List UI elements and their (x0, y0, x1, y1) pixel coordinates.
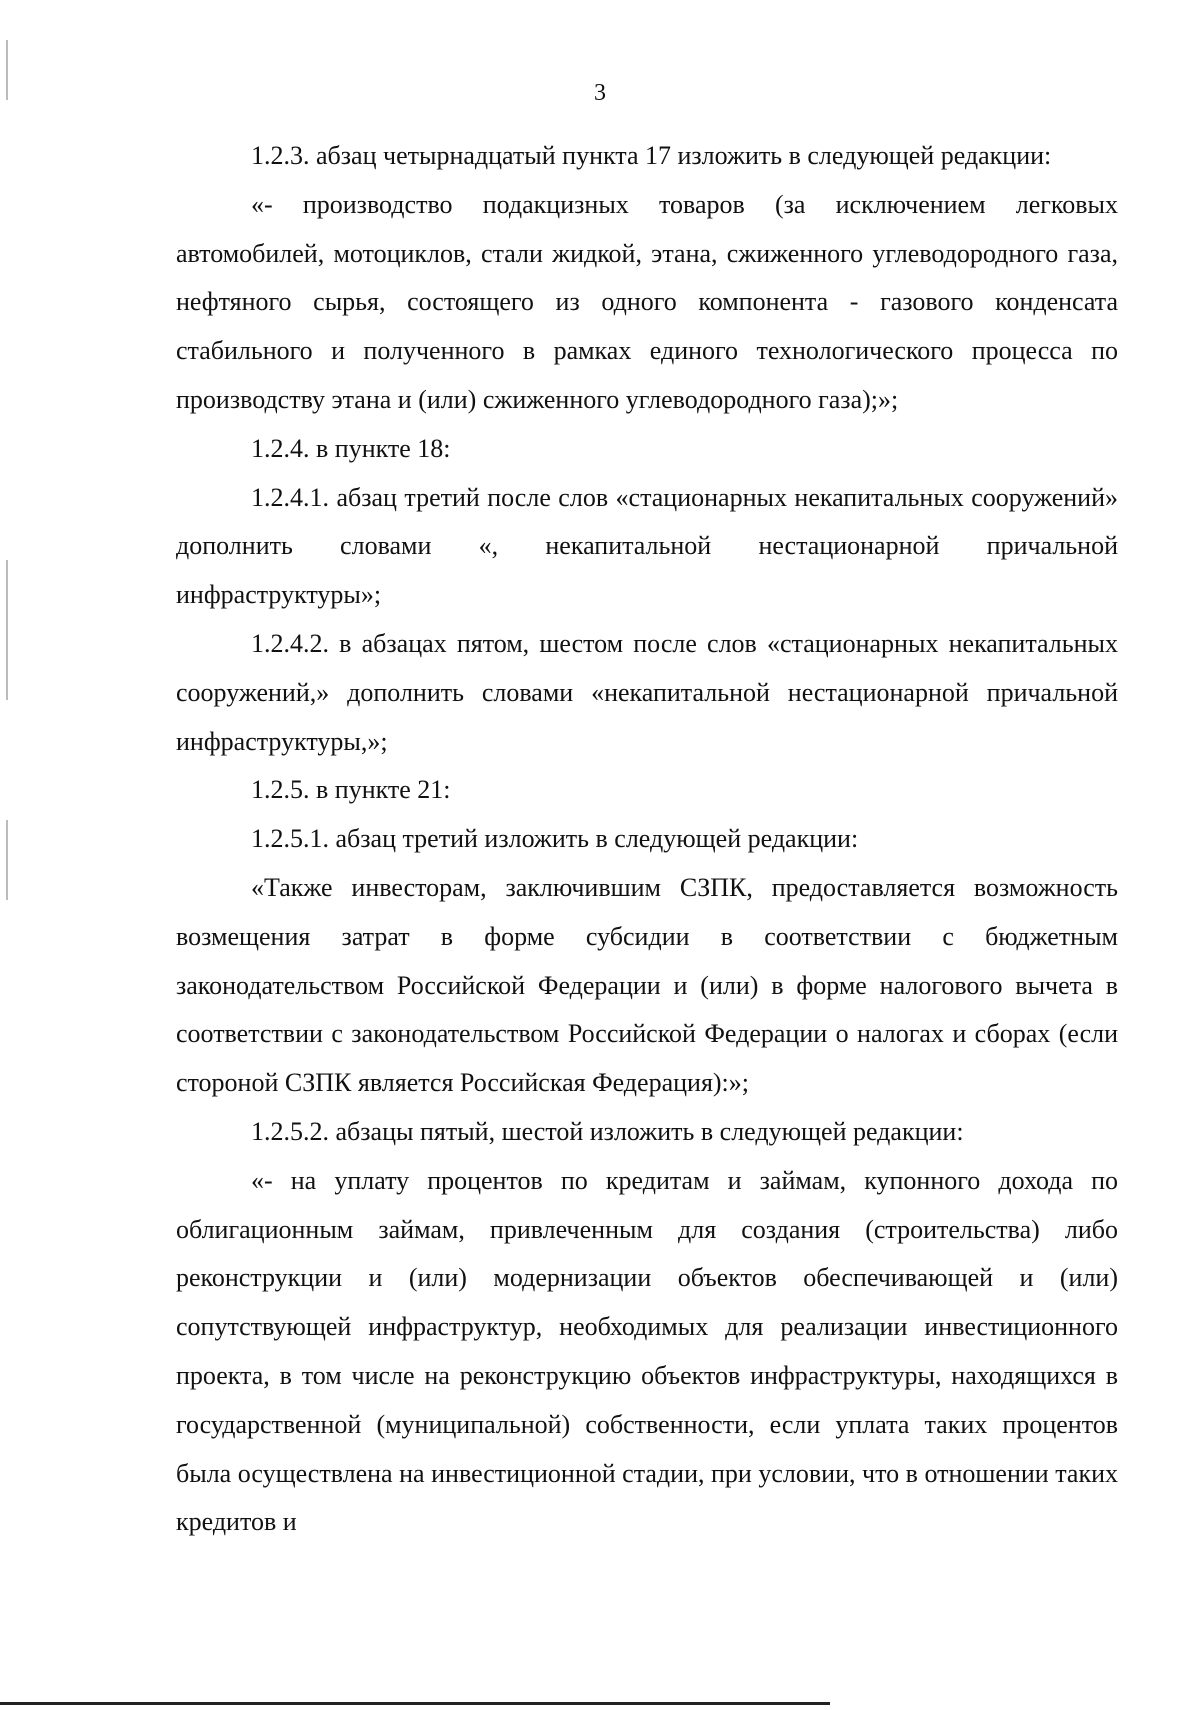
scan-margin-mark (6, 560, 8, 700)
scan-margin-mark (6, 40, 8, 100)
paragraph-1-2-4: 1.2.4. в пункте 18: (251, 433, 451, 463)
paragraph-1-2-5-1: 1.2.5.1. абзац третий изложить в следующей редакции: (251, 824, 859, 854)
scan-margin-mark (6, 820, 8, 900)
paragraph-quote-interest-payments: «- на уплату процентов по кредитам и займам, купонного дохода по облигационным займам, привлеченным для создания (строительства) либо реконструкции и (или) модернизации объектов обеспечивающей и (или) сопутствующей инфраструктур, необходимых для реализации инвестиционного проекта, в том числе на реконструкцию объектов инфраструктуры, находящихся в государственной (муниципальной) собственности, если уплата таких процентов была осуществлена на инвестиционной стадии, при условии, что в отношении таких кредитов и (176, 1165, 1118, 1537)
paragraph-1-2-4-2: 1.2.4.2. в абзацах пятом, шестом после слов «стационарных некапитальных сооружений,» дополнить словами «некапитальной нестационарной причальной инфраструктуры,»; (176, 628, 1118, 756)
paragraph-quote-investors: «Также инвесторам, заключившим СЗПК, предоставляется возможность возмещения затрат в форме субсидии в соответствии с бюджетным законодательством Российской Федерации и (или) в форме налогового вычета в соответствии с законодательством Российской Федерации о налогах и сборах (если стороной СЗПК является Российская Федерация):»; (176, 872, 1118, 1098)
paragraph-1-2-5: 1.2.5. в пункте 21: (251, 775, 451, 805)
scan-bottom-edge (0, 1702, 830, 1705)
paragraph-quote-excise-goods: «- производство подакцизных товаров (за исключением легковых автомобилей, мотоциклов, стали жидкой, этана, сжиженного углеводородного газа, нефтяного сырья, состоящего из одного компонента - газового конденсата стабильного и полученного в рамках единого технологического процесса по производству этана и (или) сжиженного углеводородного газа);»; (176, 189, 1118, 414)
page-number: 3 (594, 80, 606, 106)
paragraph-1-2-3: 1.2.3. абзац четырнадцатый пункта 17 изложить в следующей редакции: (251, 141, 1052, 170)
paragraph-1-2-5-2: 1.2.5.2. абзацы пятый, шестой изложить в следующей редакции: (251, 1116, 964, 1146)
paragraph-1-2-4-1: 1.2.4.1. абзац третий после слов «стационарных некапитальных сооружений» дополнить словами «, некапитальной нестационарной причальной инфраструктуры»; (176, 482, 1118, 610)
document-body (176, 132, 1118, 1547)
